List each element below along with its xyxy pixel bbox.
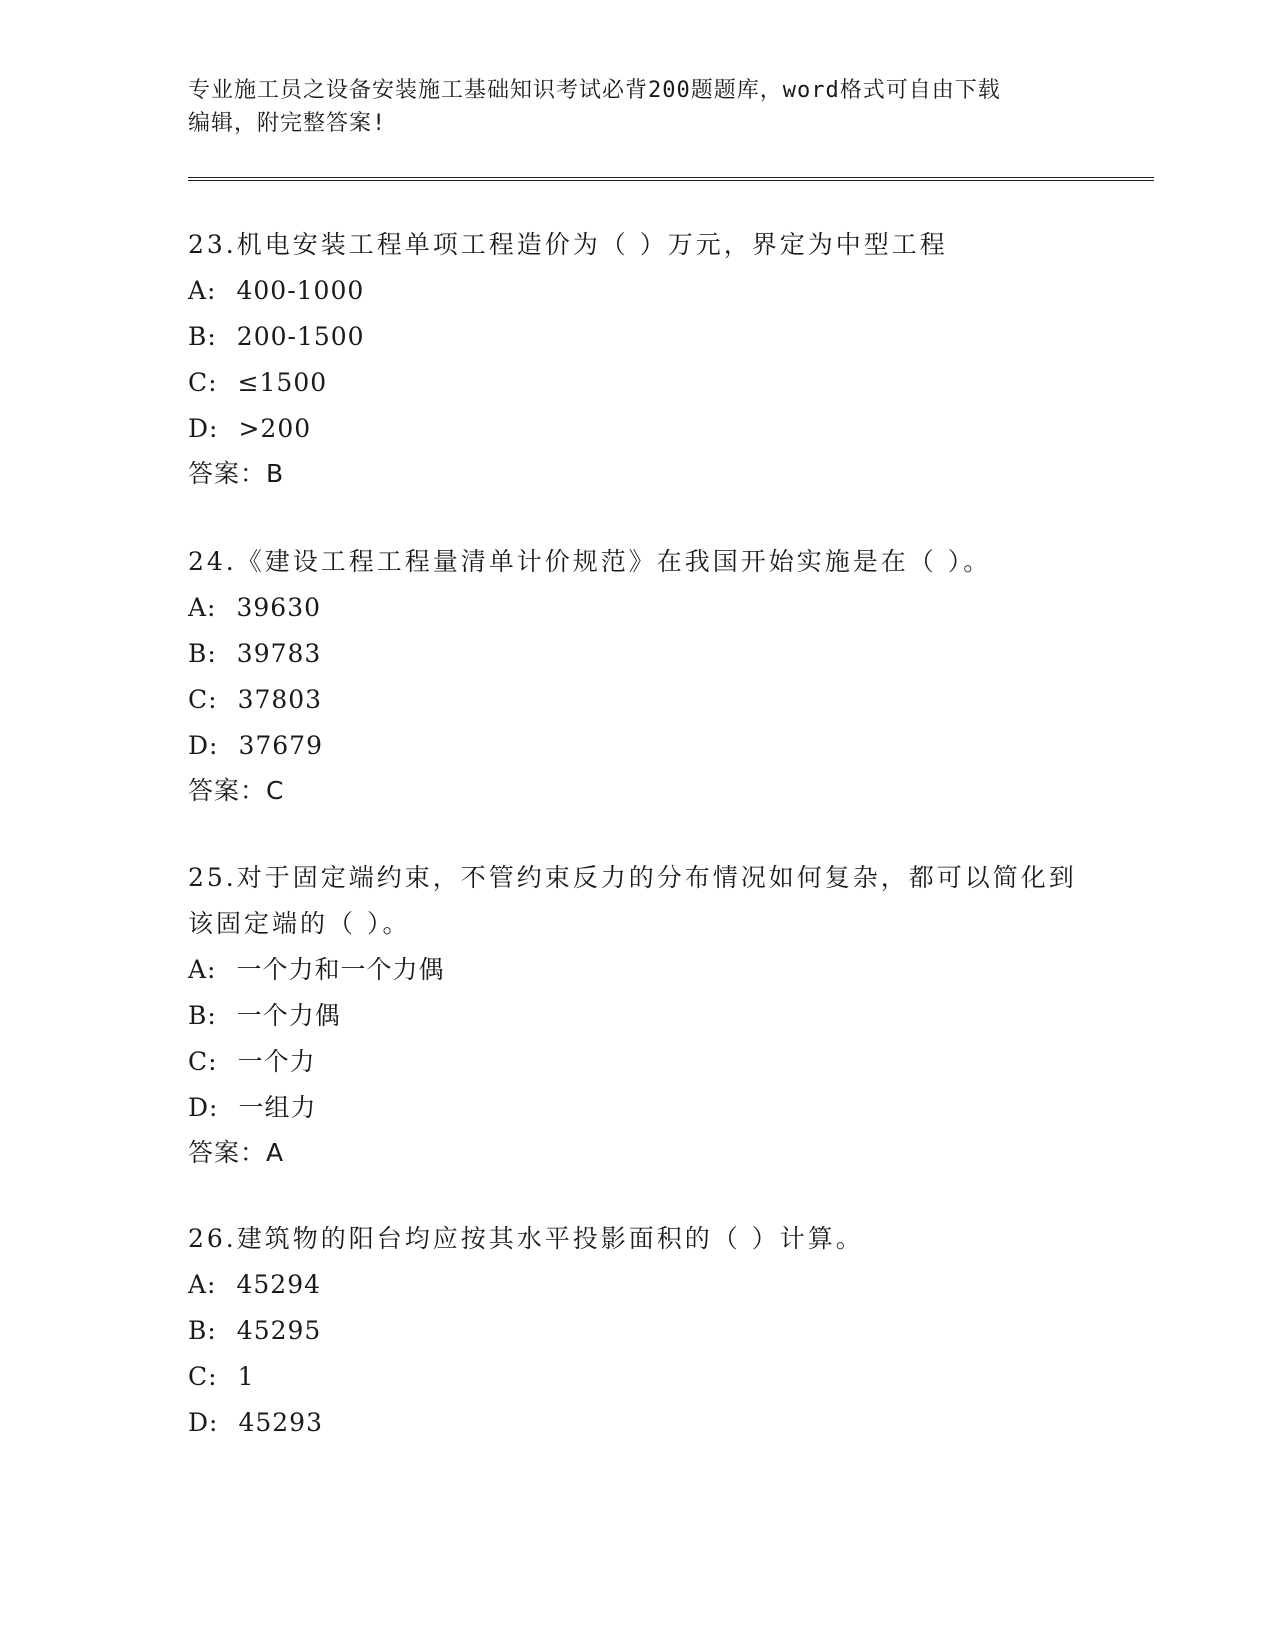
- question-stem: 23.机电安装工程单项工程造价为（ ）万元，界定为中型工程: [188, 230, 948, 259]
- option-key: A:: [188, 593, 217, 622]
- option-text: ≤1500: [237, 368, 328, 397]
- option-text: 一组力: [238, 1093, 317, 1122]
- option-text: 200-1500: [236, 322, 365, 351]
- option-key: A:: [188, 1270, 217, 1299]
- option-text: 1: [237, 1362, 255, 1391]
- question-block: [188, 855, 1088, 1175]
- answer-line: 答案：B: [188, 459, 285, 488]
- option-c: [188, 677, 1088, 723]
- question-stem: 25.对于固定端约束，不管约束反力的分布情况如何复杂，都可以简化到该固定端的（ ）。: [188, 863, 1077, 938]
- option-key: B:: [188, 1001, 217, 1030]
- option-key: B:: [188, 322, 217, 351]
- option-c: [188, 360, 1088, 406]
- option-key: D:: [188, 1093, 219, 1122]
- option-key: C:: [188, 1362, 218, 1391]
- option-d: [188, 1400, 1088, 1446]
- option-d: [188, 723, 1088, 769]
- option-text: 37803: [237, 685, 323, 714]
- option-c: [188, 1354, 1088, 1400]
- document-header: [188, 74, 1088, 140]
- header-divider: [188, 177, 1154, 181]
- option-a: [188, 268, 1088, 314]
- option-d: [188, 1085, 1088, 1131]
- option-b: [188, 314, 1088, 360]
- option-text: 39783: [236, 639, 322, 668]
- option-text: 37679: [238, 731, 323, 760]
- question-block: [188, 222, 1088, 496]
- option-text: 45294: [236, 1270, 322, 1299]
- option-key: B:: [188, 639, 217, 668]
- question-stem: 26.建筑物的阳台均应按其水平投影面积的（ ）计算。: [188, 1224, 864, 1253]
- answer-line: 答案：A: [188, 1138, 285, 1167]
- option-key: D:: [188, 1408, 219, 1437]
- option-text: 45293: [238, 1408, 323, 1437]
- option-text: 一个力和一个力偶: [236, 955, 445, 984]
- question-block: [188, 1216, 1088, 1446]
- option-key: D:: [188, 414, 219, 443]
- option-text: >200: [238, 414, 312, 443]
- header-line-1: 专业施工员之设备安装施工基础知识考试必背200题题库，word格式可自由下载: [188, 78, 1001, 103]
- option-a: [188, 1262, 1088, 1308]
- header-line-2: 编辑，附完整答案!: [188, 111, 387, 136]
- option-key: C:: [188, 368, 218, 397]
- question-stem: 24.《建设工程工程量清单计价规范》在我国开始实施是在（ ）。: [188, 547, 992, 576]
- option-text: 400-1000: [236, 276, 365, 305]
- option-a: [188, 947, 1088, 993]
- option-b: [188, 993, 1088, 1039]
- option-key: C:: [188, 1047, 218, 1076]
- option-key: C:: [188, 685, 218, 714]
- question-block: [188, 539, 1088, 813]
- option-key: B:: [188, 1316, 217, 1345]
- option-c: [188, 1039, 1088, 1085]
- option-a: [188, 585, 1088, 631]
- option-text: 39630: [236, 593, 322, 622]
- option-b: [188, 1308, 1088, 1354]
- option-key: A:: [188, 955, 217, 984]
- option-key: D:: [188, 731, 219, 760]
- option-text: 45295: [236, 1316, 322, 1345]
- option-b: [188, 631, 1088, 677]
- option-key: A:: [188, 276, 217, 305]
- option-text: 一个力: [237, 1047, 316, 1076]
- option-text: 一个力偶: [236, 1001, 341, 1030]
- option-d: [188, 406, 1088, 452]
- answer-line: 答案：C: [188, 776, 285, 805]
